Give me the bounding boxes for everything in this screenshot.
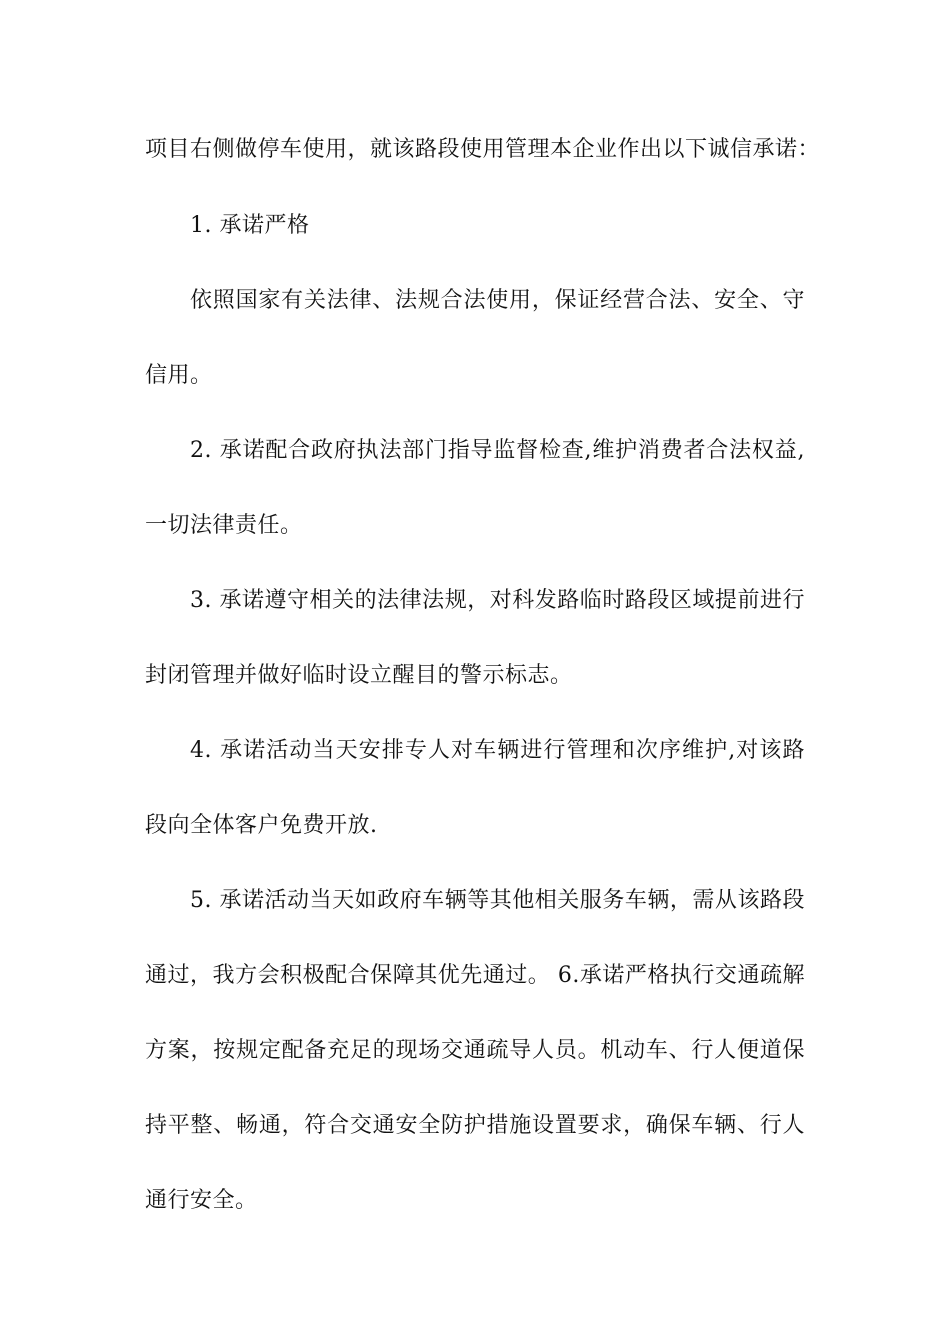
paragraph-line-item-3: 3. 承诺遵守相关的法律法规，对科发路临时路段区域提前进行 — [190, 588, 805, 613]
paragraph-line-item-5-continued: 通过，我方会积极配合保障其优先通过。 6.承诺严格执行交通疏解 — [145, 963, 805, 988]
paragraph-line-item-5: 5. 承诺活动当天如政府车辆等其他相关服务车辆，需从该路段 — [190, 888, 805, 913]
paragraph-line-item-3-continued: 封闭管理并做好临时设立醒目的警示标志。 — [145, 663, 573, 688]
paragraph-line-item-6-continued-a: 方案，按规定配备充足的现场交通疏导人员。机动车、行人便道保 — [145, 1038, 805, 1063]
paragraph-line-item-4: 4. 承诺活动当天安排专人对车辆进行管理和次序维护,对该路 — [190, 738, 805, 763]
paragraph-line-intro: 项目右侧做停车使用，就该路段使用管理本企业作出以下诚信承诺： — [145, 137, 821, 162]
paragraph-line-item-2: 2. 承诺配合政府执法部门指导监督检查,维护消费者合法权益, — [190, 438, 805, 463]
paragraph-line-item-6-continued-c: 通行安全。 — [145, 1188, 258, 1213]
paragraph-line-item-6-continued-b: 持平整、畅通，符合交通安全防护措施设置要求，确保车辆、行人 — [145, 1113, 805, 1138]
paragraph-line-item-1-heading: 1. 承诺严格 — [190, 213, 310, 238]
paragraph-line-item-1-body: 依照国家有关法律、法规合法使用，保证经营合法、安全、守 — [190, 288, 805, 313]
paragraph-line-item-1-continued: 信用。 — [145, 363, 213, 388]
paragraph-line-item-4-continued: 段向全体客户免费开放. — [145, 813, 378, 838]
paragraph-line-item-2-continued: 一切法律责任。 — [145, 513, 303, 538]
